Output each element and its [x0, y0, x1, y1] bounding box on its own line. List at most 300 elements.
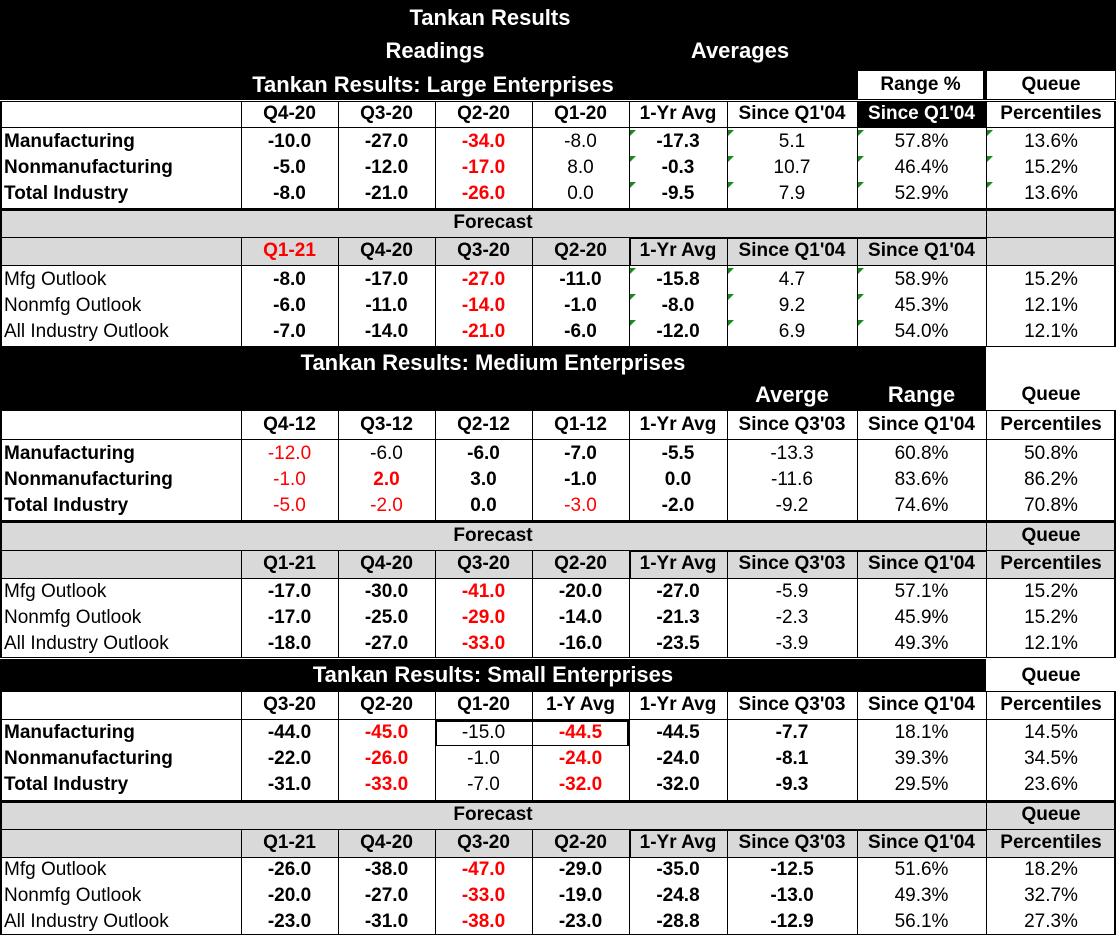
row-label: Nonmanufacturing: [4, 748, 173, 769]
value-cell: -27.0: [364, 633, 409, 654]
col-header-3: Q1-20: [457, 694, 510, 715]
rule: [0, 209, 1116, 211]
rule: [532, 410, 533, 520]
rule: [986, 522, 987, 550]
value-cell: -23.5: [656, 633, 700, 654]
range-header: Range: [857, 380, 986, 410]
col-header-4: Q1-20: [554, 103, 607, 124]
value-cell: -9.5: [629, 181, 727, 207]
value-cell: -45.0: [364, 722, 409, 743]
fcol-header-8: Percentiles: [986, 550, 1116, 578]
averages-header: Averages: [690, 38, 790, 63]
rule: [435, 550, 436, 657]
rule: [532, 550, 533, 657]
value-cell: -24.0: [558, 748, 603, 769]
rule: [986, 209, 987, 237]
value-cell: -17.0: [364, 269, 409, 290]
fcol-header-4: Q2-20: [532, 550, 629, 578]
rule: [0, 801, 1116, 803]
rule: [629, 550, 631, 578]
row-label: All Industry Outlook: [4, 633, 169, 654]
value-cell: 86.2%: [1024, 469, 1078, 490]
value-cell: 7.9: [727, 181, 857, 207]
value-cell: -47.0: [461, 859, 506, 880]
value-cell: -23.0: [267, 911, 312, 932]
value-cell: 57.1%: [894, 581, 949, 602]
col-header-1: Q4-12: [263, 414, 316, 435]
col-header-3: Q2-20: [457, 103, 510, 124]
value-cell: 56.1%: [894, 911, 949, 932]
rule: [338, 237, 339, 346]
col-header-6: Since Q3'03: [738, 694, 846, 715]
rule: [241, 829, 242, 934]
col-header-8: Percentiles: [1000, 414, 1102, 435]
rule: [435, 720, 629, 722]
value-cell: -14.0: [364, 321, 409, 342]
value-cell: -17.0: [267, 581, 312, 602]
row-label: Total Industry: [4, 183, 129, 204]
value-cell: -5.5: [661, 443, 695, 464]
value-cell: -26.0: [267, 859, 312, 880]
fcol-header-5: 1-Yr Avg: [629, 829, 727, 857]
value-cell: 10.7: [727, 155, 857, 181]
value-cell: 58.9%: [857, 267, 986, 293]
fcol-header-4: Q2-20: [532, 829, 629, 857]
rule: [0, 521, 1116, 523]
row-label: Mfg Outlook: [4, 581, 107, 602]
value-cell: 15.2%: [1024, 269, 1078, 290]
rule: [857, 101, 858, 208]
value-cell: 50.8%: [1024, 443, 1078, 464]
value-cell: -15.8: [629, 267, 727, 293]
rule: [338, 829, 339, 934]
value-cell: -13.3: [770, 443, 814, 464]
rule: [241, 691, 242, 800]
value-cell: -2.3: [775, 607, 809, 628]
value-cell: -33.0: [461, 885, 506, 906]
value-cell: -7.0: [467, 774, 500, 795]
fcol-header-6: Since Q3'03: [727, 829, 857, 857]
value-cell: 51.6%: [894, 859, 949, 880]
rule: [857, 550, 858, 657]
forecast-label: Forecast: [0, 209, 986, 237]
rule: [629, 101, 630, 208]
main-title: Tankan Results: [409, 5, 571, 30]
fcol-header-1: Q1-21: [241, 550, 338, 578]
value-cell: 54.0%: [857, 319, 986, 345]
row-label: Nonmanufacturing: [4, 469, 173, 490]
value-cell: -16.0: [558, 633, 603, 654]
value-cell: -11.6: [771, 469, 813, 490]
value-cell: 34.5%: [1024, 748, 1078, 769]
value-cell: -7.0: [564, 443, 597, 464]
value-cell: -11.0: [559, 269, 602, 290]
row-label: Mfg Outlook: [4, 269, 107, 290]
rule: [629, 829, 631, 857]
value-cell: -1.0: [564, 469, 597, 490]
rule: [0, 578, 1116, 579]
value-cell: -17.0: [267, 607, 312, 628]
rule: [435, 720, 437, 746]
rule: [338, 691, 339, 800]
rule: [0, 101, 1116, 102]
col-header-5: 1-Yr Avg: [639, 694, 717, 715]
value-cell: -26.0: [461, 183, 506, 204]
rule: [0, 410, 1116, 411]
row-label: Manufacturing: [4, 443, 135, 464]
value-cell: -44.5: [558, 722, 603, 743]
value-cell: 12.1%: [1024, 321, 1078, 342]
fcol-header-3: Q3-20: [435, 829, 532, 857]
small-section-title: Tankan Results: Small Enterprises: [0, 659, 986, 691]
rule: [857, 410, 858, 520]
rule: [986, 829, 987, 934]
value-cell: -10.0: [267, 131, 312, 152]
col-header-2: Q3-12: [360, 414, 413, 435]
value-cell: -19.0: [558, 885, 603, 906]
fcol-header-6: Since Q1'04: [727, 237, 857, 265]
value-cell: 6.9: [727, 319, 857, 345]
rule: [532, 101, 533, 208]
rule: [435, 745, 629, 746]
value-cell: -27.0: [364, 885, 409, 906]
value-cell: 18.1%: [894, 722, 949, 743]
value-cell: -9.3: [775, 774, 809, 795]
fcol-header-2: Q4-20: [338, 237, 435, 265]
value-cell: 13.6%: [986, 129, 1116, 155]
value-cell: 14.5%: [1024, 722, 1078, 743]
value-cell: -21.3: [656, 607, 700, 628]
rule: [986, 691, 987, 800]
value-cell: -17.3: [629, 129, 727, 155]
rule: [857, 237, 858, 346]
medium-section-title: Tankan Results: Medium Enterprises: [0, 348, 986, 378]
value-cell: -1.0: [273, 469, 306, 490]
value-cell: -15.0: [461, 722, 506, 743]
value-cell: -33.0: [461, 633, 506, 654]
value-cell: -13.0: [770, 885, 814, 906]
rule: [727, 829, 728, 934]
rule: [338, 410, 339, 520]
value-cell: -31.0: [364, 911, 409, 932]
forecast-label: Forecast: [0, 522, 986, 550]
value-cell: -32.0: [558, 774, 603, 795]
forecast-label: Forecast: [0, 801, 986, 829]
rule: [0, 857, 1116, 858]
value-cell: 0.0: [470, 495, 497, 516]
value-cell: 2.0: [373, 469, 400, 490]
forecast-queue: Queue: [986, 801, 1116, 829]
rule: [629, 829, 986, 831]
rule: [0, 127, 1116, 128]
value-cell: -27.0: [461, 269, 506, 290]
row-label: Manufacturing: [4, 722, 135, 743]
col-header-7: Since Q1'04: [868, 694, 975, 715]
value-cell: -6.0: [273, 295, 306, 316]
value-cell: -26.0: [364, 748, 409, 769]
fcol-header-3: Q3-20: [435, 550, 532, 578]
value-cell: -8.0: [564, 131, 597, 152]
value-cell: 15.2%: [1024, 607, 1078, 628]
rule: [627, 720, 629, 746]
value-cell: -17.0: [461, 157, 506, 178]
value-cell: 70.8%: [1024, 495, 1078, 516]
fcol-header-7: Since Q1'04: [857, 550, 986, 578]
value-cell: -5.9: [775, 581, 809, 602]
value-cell: -24.8: [656, 885, 700, 906]
fcol-header-8: Percentiles: [986, 829, 1116, 857]
value-cell: 12.1%: [1024, 633, 1078, 654]
value-cell: -8.1: [775, 748, 809, 769]
value-cell: 52.9%: [857, 181, 986, 207]
fcol-header-2: Q4-20: [338, 550, 435, 578]
value-cell: -21.0: [364, 183, 409, 204]
value-cell: 12.1%: [1024, 295, 1078, 316]
value-cell: 57.8%: [857, 129, 986, 155]
rule: [241, 550, 242, 657]
row-label: All Industry Outlook: [4, 321, 169, 342]
value-cell: -33.0: [364, 774, 409, 795]
forecast-queue: Queue: [986, 522, 1116, 550]
fcol-header-3: Q3-20: [435, 237, 532, 265]
value-cell: -8.0: [629, 293, 727, 319]
rule: [532, 237, 533, 346]
fcol-header-2: Q4-20: [338, 829, 435, 857]
row-label: Total Industry: [4, 774, 129, 795]
rule: [986, 801, 987, 829]
col-header-6: Since Q3'03: [738, 414, 846, 435]
rule: [727, 550, 728, 657]
row-label: Nonmfg Outlook: [4, 885, 142, 906]
value-cell: -3.9: [775, 633, 809, 654]
rule: [435, 237, 436, 346]
value-cell: 32.7%: [1024, 885, 1078, 906]
rule: [986, 550, 987, 657]
rule: [986, 237, 987, 346]
value-cell: 13.6%: [986, 181, 1116, 207]
value-cell: 0.0: [664, 469, 692, 490]
col-header-7: Since Q1'04: [857, 101, 986, 127]
fcol-header-6: Since Q3'03: [727, 550, 857, 578]
value-cell: -5.0: [273, 157, 306, 178]
value-cell: -20.0: [267, 885, 312, 906]
col-header-3: Q2-12: [457, 414, 510, 435]
value-cell: -44.0: [267, 722, 312, 743]
value-cell: -1.0: [467, 748, 500, 769]
rule: [0, 265, 1116, 266]
value-cell: -21.0: [461, 321, 506, 342]
value-cell: -28.8: [656, 911, 700, 932]
value-cell: 23.6%: [1024, 774, 1078, 795]
value-cell: -30.0: [364, 581, 409, 602]
rule: [241, 237, 242, 346]
value-cell: -44.5: [656, 722, 700, 743]
value-cell: -23.0: [558, 911, 603, 932]
value-cell: 3.0: [470, 469, 497, 490]
rule: [0, 410, 2, 520]
value-cell: -38.0: [364, 859, 409, 880]
rule: [727, 410, 728, 520]
rule: [338, 101, 339, 208]
rule: [857, 829, 858, 934]
rule: [986, 410, 987, 520]
rule: [727, 237, 728, 346]
rule: [435, 101, 436, 208]
value-cell: 49.3%: [894, 885, 949, 906]
value-cell: -35.0: [656, 859, 700, 880]
averge-header: Averge: [727, 380, 857, 410]
value-cell: -20.0: [558, 581, 603, 602]
value-cell: -12.0: [267, 443, 312, 464]
col-header-1: Q4-20: [263, 103, 316, 124]
row-label: Mfg Outlook: [4, 859, 107, 880]
col-header-5: 1-Yr Avg: [639, 414, 717, 435]
row-label: Nonmfg Outlook: [4, 607, 142, 628]
value-cell: -1.0: [564, 295, 597, 316]
value-cell: -12.0: [364, 157, 409, 178]
value-cell: -11.0: [365, 295, 408, 316]
value-cell: 15.2%: [1024, 581, 1078, 602]
value-cell: -29.0: [461, 607, 506, 628]
value-cell: 60.8%: [894, 443, 949, 464]
rule: [0, 522, 2, 550]
rule: [435, 410, 436, 520]
queue-header-medium: Queue: [1021, 384, 1081, 405]
col-header-4: Q1-12: [554, 414, 607, 435]
value-cell: 8.0: [567, 157, 594, 178]
rule: [629, 237, 631, 265]
fcol-header-7: Since Q1'04: [857, 829, 986, 857]
rule: [241, 101, 242, 208]
col-header-7: Since Q1'04: [868, 414, 975, 435]
range-pct-header: Range %: [857, 70, 984, 100]
value-cell: -24.0: [656, 748, 700, 769]
col-header-6: Since Q1'04: [738, 103, 846, 124]
fcol-header-4: Q2-20: [532, 237, 629, 265]
value-cell: -22.0: [267, 748, 312, 769]
value-cell: -27.0: [656, 581, 700, 602]
value-cell: 74.6%: [894, 495, 949, 516]
large-section-title: Tankan Results: Large Enterprises: [252, 72, 614, 97]
value-cell: -32.0: [656, 774, 700, 795]
value-cell: 0.0: [567, 183, 594, 204]
value-cell: 9.2: [727, 293, 857, 319]
value-cell: 18.2%: [1024, 859, 1078, 880]
value-cell: 27.3%: [1024, 911, 1078, 932]
fcol-header-1: Q1-21: [241, 237, 338, 265]
fcol-header-5: 1-Yr Avg: [629, 550, 727, 578]
rule: [532, 829, 533, 934]
rule: [0, 801, 2, 829]
rule: [0, 550, 2, 657]
rule: [0, 691, 1116, 692]
col-header-5: 1-Yr Avg: [639, 103, 717, 124]
rule: [727, 691, 728, 800]
value-cell: -5.0: [273, 495, 306, 516]
rule: [0, 691, 2, 800]
value-cell: 39.3%: [894, 748, 949, 769]
value-cell: -25.0: [364, 607, 409, 628]
rule: [435, 829, 436, 934]
fcol-header-1: Q1-21: [241, 829, 338, 857]
rule: [727, 101, 728, 208]
col-header-2: Q2-20: [360, 694, 413, 715]
rule: [0, 829, 2, 934]
value-cell: -29.0: [558, 859, 603, 880]
row-label: Total Industry: [4, 495, 129, 516]
col-header-8: Percentiles: [1000, 103, 1102, 124]
rule: [857, 691, 858, 800]
rule: [0, 237, 2, 346]
value-cell: -38.0: [461, 911, 506, 932]
queue-header-large: Queue: [986, 70, 1116, 100]
value-cell: -14.0: [558, 607, 603, 628]
rule: [241, 410, 242, 520]
value-cell: -8.0: [273, 183, 306, 204]
rule: [629, 410, 630, 520]
value-cell: 45.9%: [894, 607, 949, 628]
value-cell: -6.0: [370, 443, 403, 464]
value-cell: 5.1: [727, 129, 857, 155]
row-label: Nonmfg Outlook: [4, 295, 142, 316]
rule: [0, 101, 2, 208]
rule: [629, 691, 630, 800]
value-cell: -41.0: [461, 581, 506, 602]
value-cell: -8.0: [273, 269, 306, 290]
value-cell: -7.7: [775, 722, 809, 743]
value-cell: -31.0: [267, 774, 312, 795]
rule: [629, 237, 986, 239]
queue-header-small: Queue: [1021, 665, 1081, 686]
col-header-4: 1-Y Avg: [546, 694, 615, 715]
value-cell: 15.2%: [986, 155, 1116, 181]
col-header-2: Q3-20: [360, 103, 413, 124]
value-cell: 49.3%: [894, 633, 949, 654]
rule: [986, 101, 987, 208]
row-label: Nonmanufacturing: [4, 157, 173, 178]
value-cell: -12.5: [770, 859, 814, 880]
value-cell: -2.0: [661, 495, 695, 516]
value-cell: -34.0: [461, 131, 506, 152]
value-cell: 29.5%: [894, 774, 949, 795]
value-cell: -6.0: [564, 321, 597, 342]
fcol-header-5: 1-Yr Avg: [629, 237, 727, 265]
value-cell: 83.6%: [894, 469, 949, 490]
value-cell: -6.0: [467, 443, 500, 464]
value-cell: 46.4%: [857, 155, 986, 181]
value-cell: -7.0: [273, 321, 306, 342]
value-cell: -2.0: [370, 495, 403, 516]
value-cell: -3.0: [564, 495, 597, 516]
value-cell: -12.0: [629, 319, 727, 345]
readings-header: Readings: [385, 38, 485, 63]
col-header-1: Q3-20: [263, 694, 316, 715]
value-cell: -14.0: [461, 295, 506, 316]
fcol-header-7: Since Q1'04: [857, 237, 986, 265]
rule: [629, 550, 986, 552]
rule: [338, 550, 339, 657]
value-cell: -18.0: [267, 633, 312, 654]
value-cell: -27.0: [364, 131, 409, 152]
rule: [0, 657, 1116, 658]
rule: [0, 439, 1116, 440]
value-cell: 45.3%: [857, 293, 986, 319]
row-label: Manufacturing: [4, 131, 135, 152]
value-cell: -12.9: [770, 911, 814, 932]
value-cell: -9.2: [775, 495, 809, 516]
value-cell: -0.3: [629, 155, 727, 181]
rule: [0, 346, 1116, 347]
